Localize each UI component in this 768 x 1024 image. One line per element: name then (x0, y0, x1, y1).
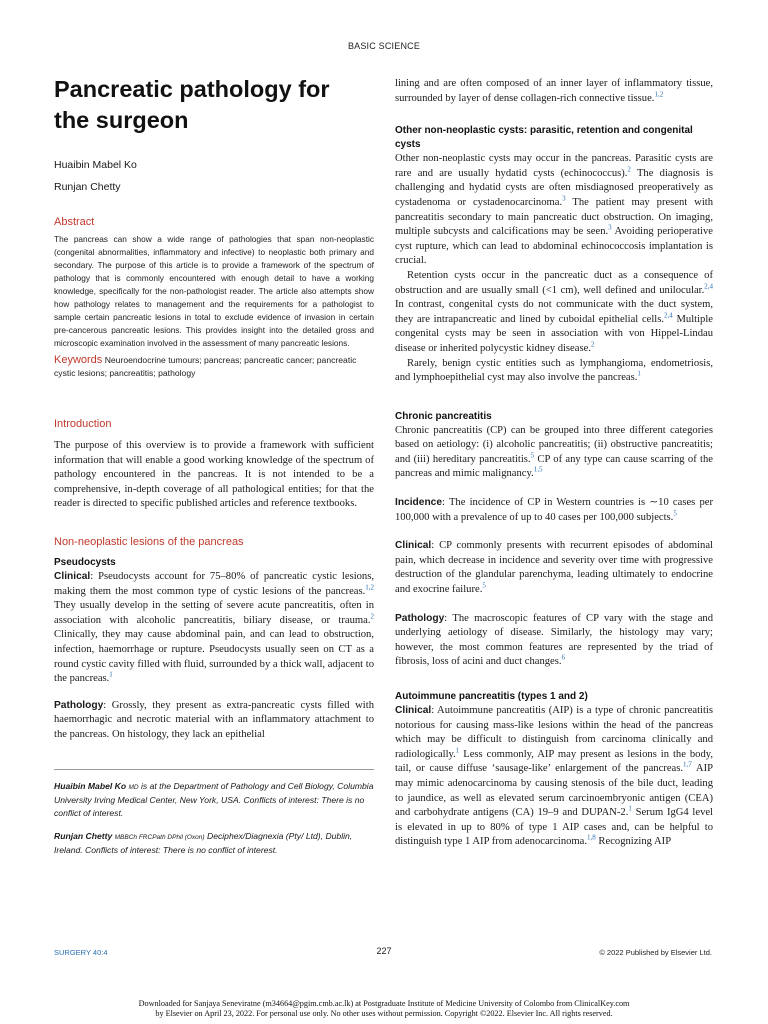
citation-link[interactable]: 2 (627, 165, 631, 174)
citation-link[interactable]: 1,7 (683, 760, 692, 769)
affiliation-degree: MBBCh FRCPath DPhil (Oxon) (114, 833, 205, 841)
aip-heading: Autoimmune pancreatitis (types 1 and 2) (395, 691, 588, 702)
affiliation-name: Huaibin Mabel Ko (54, 780, 127, 791)
benign-cystic-paragraph (395, 357, 713, 386)
copyright-notice: © 2022 Published by Elsevier Ltd. (599, 948, 712, 957)
paragraph-text: : The incidence of CP in Western countries is ∼10 cases per 100,000 with a prevalence of up to 40 cases per 100,000 subjects. (395, 497, 713, 523)
introduction-text: The purpose of this overview is to provide a framework with sufficient information that will enable a good working knowledge of the spectrum of pathology encountered in the pancreas. It is not intended to be a comprehensive, in-depth coverage of all pathological entities; for that the reader is directed to specific published articles and reference textbooks. (54, 440, 374, 510)
paragraph-text: : Grossly, they present as extra-pancreatic cysts filled with haemorrhagic and necrotic material with an inflammatory attachment to the pancreas. On histology, they lack an epithelial (54, 699, 374, 740)
affiliation-text: is at the Department of Pathology and Cell Biology, Columbia University Irving Medical Center, New York, USA. Conflicts of interest: There is no conflict of interest. (54, 780, 374, 818)
author-name: Huaibin Mabel Ko (54, 159, 137, 171)
paragraph-text: CP of any type can cause scarring of the pancreas and mimic malignancy. (395, 453, 713, 480)
paragraph-text: Avoiding perioperative cyst rupture, which can lead to abdominal echinococcosis implantation is crucial. (395, 226, 713, 267)
citation-link[interactable]: 3 (562, 194, 566, 203)
paragraph-text: Recognizing AIP (595, 836, 672, 848)
download-line: by Elsevier on April 23, 2022. For personal use only. No other uses without permission. Copyright ©2022. Elsevier Inc. All rights reserved. (155, 1009, 613, 1018)
citation-link[interactable]: 2,4 (704, 282, 713, 290)
paragraph-text: Chronic pancreatitis (CP) can be grouped into three different categories based on aetiology: (i) alcoholic pancreatitis; (ii) obstructive pancreatitis; and (iii) hereditary pancreatitis. (395, 424, 713, 465)
pathology-label: Pathology (395, 612, 445, 624)
title-line-1: Pancreatic pathology for (54, 76, 330, 102)
citation-link[interactable]: 1 (455, 746, 460, 755)
paragraph-text: Rarely, benign cystic entities such as lymphangioma, endometriosis, and lymphoepithelial cyst may also involve the pancreas. (395, 357, 713, 384)
running-header: BASIC SCIENCE (347, 41, 421, 51)
other-cysts-paragraph (395, 152, 713, 269)
non-neoplastic-heading: Non-neoplastic lesions of the pancreas (54, 535, 244, 548)
paragraph-text: : Pseudocysts account for 75–80% of pancreatic cystic lesions, making them the most common type of cystic lesions of the pancreas. (54, 570, 374, 597)
title-line-2: the surgeon (54, 107, 189, 133)
keywords-list: Neuroendocrine tumours; pancreas; pancreatic cancer; pancreatic cystic lesions; pancreatitis; pathology (54, 355, 357, 378)
incidence-paragraph (395, 496, 713, 525)
citation-link[interactable]: 5 (530, 451, 535, 460)
citation-link[interactable]: 1,5 (533, 465, 543, 474)
footnote-divider (54, 769, 374, 770)
aip-clinical-paragraph (395, 704, 713, 850)
keywords-label: Keywords (54, 354, 103, 366)
affiliation-degree: MD (128, 783, 139, 791)
paragraph-text: Serum IgG4 level is elevated in up to 80% of type 1 AIP cases and, can be helpful to distinguish type 1 AIP from adenocarcinoma. (395, 807, 714, 848)
paragraph-text: The patient may present with pancreatitis secondary to main pancreatic duct obstruction. On imaging, multiple subcysts and calcifications may be seen. (395, 196, 714, 238)
affiliation-text: Deciphex/Diagnexia (Pty/ Ltd), Dublin, Ireland. Conflicts of interest: There is no conflict of interest. (54, 830, 353, 855)
paragraph-text: Clinically, they may cause abdominal pain, and can lead to obstruction, infection, haemorrhage or rupture. Pseudocysts usually seen on CT as a round cystic cavity filled with fluid, surrounded by a thick wall, adjacent to the pancreas. (54, 629, 374, 685)
incidence-label: Incidence (395, 497, 442, 509)
author-list (54, 154, 374, 198)
chronic-pancreatitis-paragraph (395, 424, 713, 482)
pathology-label: Pathology (54, 699, 104, 711)
citation-link[interactable]: 5 (673, 509, 677, 518)
abstract-heading: Abstract (54, 216, 95, 228)
citation-link[interactable]: 5 (482, 581, 486, 590)
pseudocysts-pathology-paragraph (54, 699, 374, 743)
paragraph-text: Less commonly, AIP may present as lesions in the body, tail, or cause diffuse ‘sausage-like’ enlargement of the pancreas. (395, 748, 713, 775)
author-name: Runjan Chetty (54, 181, 121, 193)
citation-link[interactable]: 1 (628, 804, 632, 813)
paragraph-text: The diagnosis is challenging and hydatid cysts are often misdiagnosed preoperatively as cystadenoma or cystadenocarcinoma. (395, 167, 713, 208)
left-column (54, 74, 374, 857)
pseudocysts-clinical-paragraph (54, 570, 374, 687)
clinical-label: Clinical (395, 705, 432, 716)
clinical-label: Clinical (395, 540, 432, 552)
paragraph-text: Retention cysts occur in the pancreatic duct as a consequence of obstruction and are usually small (<1 cm), well defined and unilocular. (395, 269, 713, 296)
citation-link[interactable]: 1,2 (365, 583, 374, 592)
paragraph-text: They usually develop in the setting of severe acute pancreatitis, often in association with alcoholic pancreatitis, biliary disease, or trauma. (54, 600, 374, 626)
paragraph-text: Other non-neoplastic cysts may occur in the pancreas. Parasitic cysts are rare and are usually hydatid cysts (echinococcus). (395, 153, 713, 179)
author-affiliation (54, 830, 374, 857)
pseudocysts-continued-text (395, 77, 713, 106)
citation-link[interactable]: 1,8 (587, 833, 596, 842)
clinical-label: Clinical (54, 570, 91, 582)
keywords (54, 354, 374, 380)
other-cysts-heading: Other non-neoplastic cysts: parasitic, retention and congenital cysts (395, 125, 693, 151)
author-affiliation (54, 780, 374, 820)
journal-volume: SURGERY 40:4 (54, 948, 108, 957)
paragraph-text: : The macroscopic features of CP vary with the stage and underlying aetiology of disease. Similarly, the histology may vary; however, the most common features are represented by the triad of fibrosis, loss of acini and duct changes. (395, 612, 713, 668)
cp-clinical-paragraph (395, 539, 713, 597)
citation-link[interactable]: 6 (561, 653, 566, 662)
citation-link[interactable]: 3 (608, 223, 612, 232)
page-number: 227 (376, 946, 392, 956)
citation-link[interactable]: 2 (370, 612, 374, 621)
citation-link[interactable]: 1 (637, 369, 641, 378)
paragraph-text: In contrast, congenital cysts do not communicate with the duct system, they are intrapancreatic and lined by cuboidal epithelial cells. (395, 299, 713, 325)
article-title (54, 74, 374, 136)
download-notice (0, 999, 768, 1019)
citation-link[interactable]: 1,2 (654, 90, 664, 99)
introduction-heading: Introduction (54, 418, 112, 430)
affiliation-name: Runjan Chetty (54, 830, 113, 841)
paragraph-text: : Autoimmune pancreatitis (AIP) is a type of chronic pancreatitis notorious for causing mass-like lesions within the head of the pancreas which may be difficult to distinguish from carcinoma clinically and radiologically. (395, 705, 713, 760)
paragraph-text: Multiple congenital cysts may be seen in association with von Hippel-Lindau disease or inherited polycystic kidney disease. (395, 313, 713, 354)
abstract-text: The pancreas can show a wide range of pathologies that span non-neoplastic (congenital abnormalities, inflammatory and infective) to neoplastic both primary and secondary. The purpose of this article is to provide a framework of the spectrum of pathology that is commonly encountered with enough detail to have a working knowledge, specifically for the non-pathologist reader. The article also attempts show how pathology relates to management and the requirements for a pathologist to sample certain pancreatic lesions in total to exclude evidence of invasion in certain pre-cancerous pancreatic lesions. This provides insight into the detailed gross and microscopic examination involved in the assessment of many pancreatic lesions. (54, 234, 374, 348)
chronic-pancreatitis-heading: Chronic pancreatitis (395, 410, 492, 422)
download-line: Downloaded for Sanjaya Seneviratne (m34664@pgim.cmb.ac.lk) at Postgraduate Institute of Medicine University of Colombo from ClinicalKey.com (138, 999, 630, 1008)
right-column (395, 77, 713, 850)
paragraph-text: AIP may mimic adenocarcinoma by causing stenosis of the bile duct, leading to jaundice, as well as elevated serum carcinoembryonic antigen (CEA) and carbohydrate antigens (CA) 19–9 and DUPAN-2. (395, 763, 713, 819)
citation-link[interactable]: 2 (590, 340, 595, 349)
paragraph-text: : CP commonly presents with recurrent episodes of abdominal pain, which decrease in incidence and severity over time with progressive destruction of the glandular parenchyma, leading ultimately to endocrine and exocrine failure. (395, 540, 713, 596)
paragraph-text: lining and are often composed of an inner layer of inflammatory tissue, surrounded by layer of dense collagen-rich connective tissue. (395, 78, 713, 104)
cp-pathology-paragraph (395, 612, 713, 670)
citation-link[interactable]: 2,4 (664, 311, 673, 320)
pseudocysts-heading: Pseudocysts (54, 556, 116, 568)
retention-cysts-paragraph (395, 269, 713, 357)
citation-link[interactable]: 1 (109, 670, 113, 679)
